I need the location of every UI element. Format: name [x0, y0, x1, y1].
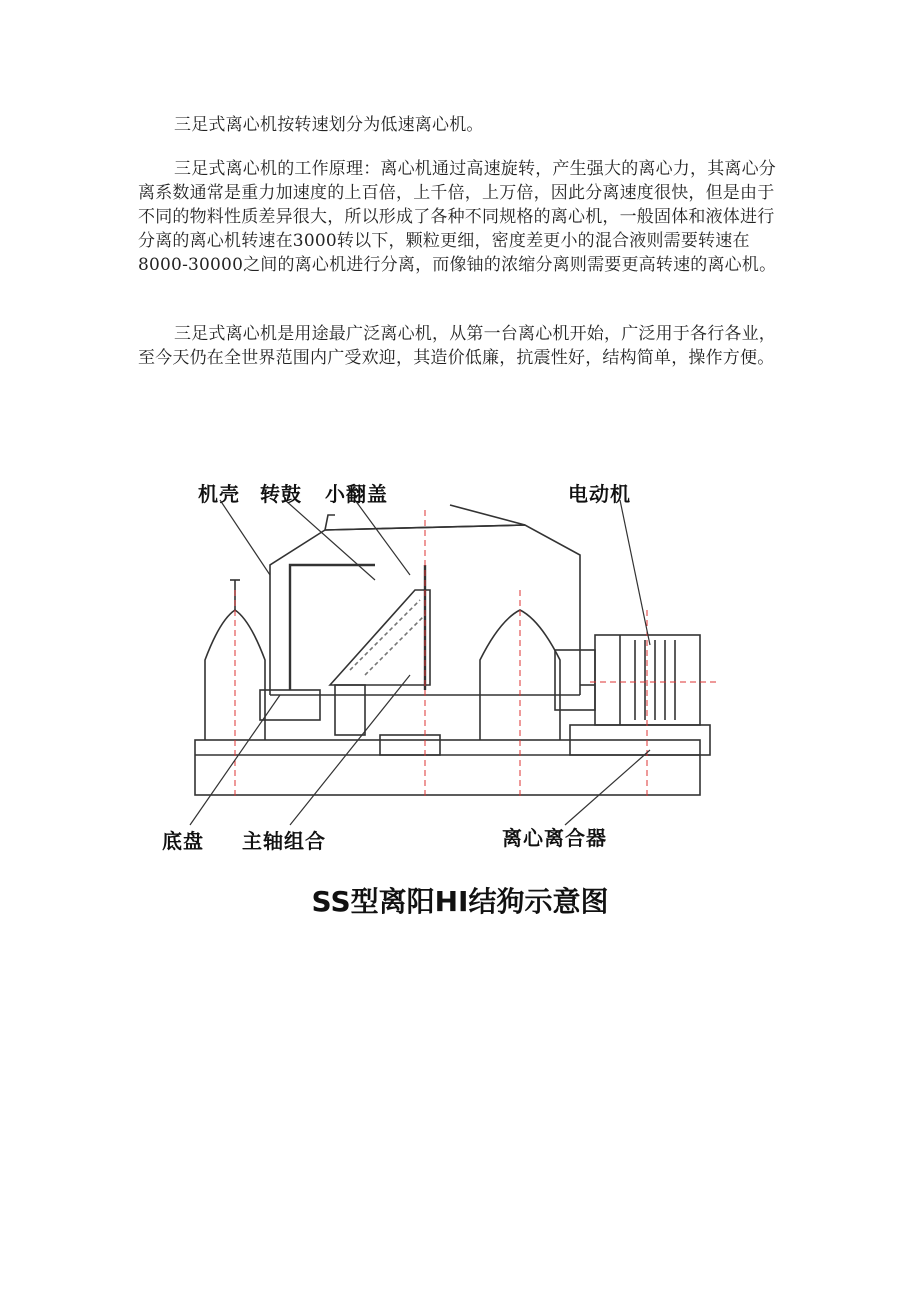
centrifuge-drawing	[150, 470, 740, 860]
label-lid: 小翻盖	[325, 482, 388, 506]
paragraph-speed-classification: 三足式离心机按转速划分为低速离心机。	[174, 115, 484, 135]
motor-leader	[620, 500, 650, 645]
label-motor: 电动机	[568, 482, 631, 506]
lid-leader	[355, 500, 410, 575]
drum-wall-shape	[290, 565, 375, 690]
centrifuge-structure-diagram	[150, 470, 740, 860]
figure-caption: SS型离阳HI结狗示意图	[311, 885, 609, 918]
spindle-shape	[335, 685, 365, 735]
drum-leader	[285, 500, 375, 580]
clutch-leader	[565, 750, 650, 825]
label-clutch: 离心离合器	[502, 826, 607, 850]
label-drum: 转鼓	[260, 482, 302, 506]
label-base: 底盘	[162, 829, 204, 853]
paragraph-working-principle: 三足式离心机的工作原理：离心机通过高速旋转，产生强大的离心力，其离心分离系数通常是重力加速度的上百倍，上千倍，上万倍，因此分离速度很快，但是由于不同的物料性质差异很大，所以形成了各种不同规格的离心机，一般固体和液体进行分离的离心机转速在3000转以下，颗粒更细，密度差更小的混合液则需要转速在8000-30000之间的离心机进行分离，而像铀的浓缩分离则需要更高转速的离心机。	[138, 159, 777, 275]
base-plate-shape	[195, 740, 700, 795]
casing-leader	[220, 500, 270, 575]
spindle-leader	[290, 675, 410, 825]
label-spindle: 主轴组合	[242, 829, 326, 853]
label-casing: 机壳	[198, 482, 240, 506]
paragraph-usage: 三足式离心机是用途最广泛离心机，从第一台离心机开始，广泛用于各行各业，至今天仍在全世界范围内广受欢迎，其造价低廉，抗震性好，结构简单，操作方便。	[138, 324, 776, 368]
